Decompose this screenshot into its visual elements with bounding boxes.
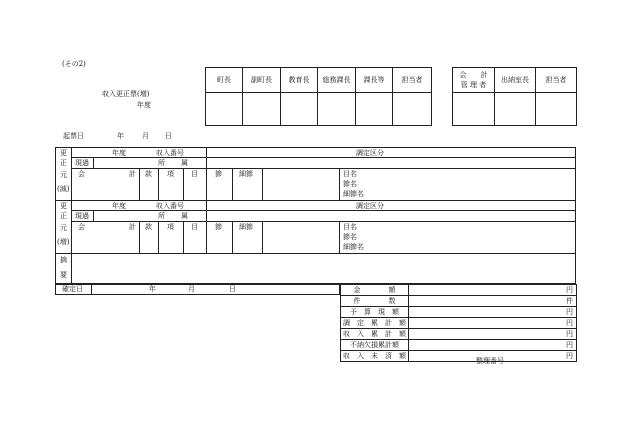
tekiyo-char-1: 摘 [60, 256, 67, 264]
shunyu-misai-label: 収 入 未 済 額 [341, 351, 409, 362]
sho-label-1: 所 [158, 159, 165, 167]
side-moto-1: 元 [60, 171, 67, 179]
kihyo-month: 月 [142, 132, 149, 140]
side-sei-2: 正 [60, 212, 67, 220]
setsumei-label-2: 節名 [343, 233, 357, 241]
unit-yen: 円 [566, 341, 573, 349]
amounts-table [340, 284, 577, 362]
approval-header-fukuchocho: 副町長 [243, 68, 281, 93]
setsu-label-1: 節 [215, 170, 222, 178]
approval-stamp-cell[interactable] [453, 93, 495, 126]
nendo-label-1: 年度 [112, 149, 126, 157]
chotei-ruikei-label: 調 定 累 計 額 [341, 318, 409, 329]
amount-label: 金 額 [341, 285, 409, 296]
approval-header-kaikei-kanrisha [453, 68, 495, 93]
kaikei-line2: 管 理 者 [460, 81, 487, 89]
kihyo-label: 起票日 [63, 132, 84, 140]
kou-label-2: 項 [167, 223, 174, 231]
side-sei-1: 正 [60, 159, 67, 167]
sono-label: (その2) [62, 60, 86, 68]
kou-label-1: 項 [167, 170, 174, 178]
saisetsumei-label-1: 細節名 [343, 190, 364, 198]
setsu-label-2: 節 [215, 223, 222, 231]
side-zou: (増) [57, 238, 70, 246]
unit-yen: 円 [566, 308, 573, 316]
fiscal-year-label: 年度 [137, 101, 151, 109]
approval-stamp-cell[interactable] [356, 93, 393, 126]
count-value-cell[interactable] [409, 296, 577, 307]
approval-header-tantosha: 担当者 [393, 68, 432, 93]
approval-stamp-cell[interactable] [206, 93, 243, 126]
kihyo-year: 年 [117, 132, 124, 140]
side-kou-1: 更 [60, 149, 67, 157]
unit-yen: 円 [566, 319, 573, 327]
kihyo-day: 日 [165, 132, 172, 140]
seiri-bango-label: 整理番号 [476, 357, 504, 365]
approval-header-somukacho: 総務課長 [318, 68, 356, 93]
yosan-genkaku-label: 予 算 現 額 [341, 307, 409, 318]
kai-label-1: 会 [78, 170, 85, 178]
zoku-label-1: 属 [181, 159, 188, 167]
kaikei-line1: 会 計 [459, 71, 488, 79]
kakutei-label: 確定日 [62, 285, 83, 293]
approval-header-suitoushitsucho: 出納室長 [495, 68, 536, 93]
chotei-ruikei-cell[interactable] [409, 318, 577, 329]
side-kou-2: 更 [60, 202, 67, 210]
moku-label-1: 目 [191, 170, 198, 178]
mokumei-label-2: 目名 [343, 223, 357, 231]
sho-label-2: 所 [158, 212, 165, 220]
kei-label-2: 計 [129, 223, 136, 231]
approval-stamp-cell[interactable] [495, 93, 536, 126]
amount-value-cell[interactable] [409, 285, 577, 296]
moku-label-2: 目 [191, 223, 198, 231]
approval-stamp-cell[interactable] [318, 93, 356, 126]
side-moto-2: 元 [60, 224, 67, 232]
approval-table-left [205, 67, 432, 126]
funou-kesson-cell[interactable] [409, 340, 577, 351]
zoku-label-2: 属 [181, 212, 188, 220]
side-gen: (減) [57, 185, 70, 193]
count-label: 件 数 [341, 296, 409, 307]
approval-stamp-cell[interactable] [243, 93, 281, 126]
approval-table-right [452, 67, 577, 126]
unit-yen: 円 [566, 330, 573, 338]
tekiyo-field[interactable] [72, 254, 575, 283]
unit-yen: 円 [566, 286, 573, 294]
approval-header-tantosha-right: 担当者 [536, 68, 577, 93]
unit-ken: 件 [566, 297, 573, 305]
chotei-kubun-label-2: 調定区分 [356, 202, 384, 210]
tekiyo-char-2: 要 [60, 271, 67, 279]
genka-label-1: 現過 [75, 159, 89, 167]
mokumei-label-1: 目名 [343, 170, 357, 178]
document-title: 収入更正票(増) [102, 90, 150, 98]
shunyu-ruikei-cell[interactable] [409, 329, 577, 340]
approval-header-kachoto: 課長等 [356, 68, 393, 93]
saisetsu-label-1: 細節 [239, 170, 253, 178]
genka-label-2: 現過 [75, 212, 89, 220]
kakutei-month: 月 [188, 285, 195, 293]
kei-label-1: 計 [129, 170, 136, 178]
approval-header-kyoikucho: 教育長 [281, 68, 318, 93]
nendo-label-2: 年度 [112, 202, 126, 210]
unit-yen: 円 [566, 352, 573, 360]
saisetsu-label-2: 細節 [239, 223, 253, 231]
kakutei-year: 年 [149, 285, 156, 293]
shunyu-ruikei-label: 収 入 累 計 額 [341, 329, 409, 340]
saisetsumei-label-2: 細節名 [343, 243, 364, 251]
approval-stamp-cell[interactable] [393, 93, 432, 126]
funou-kesson-label: 不納欠損累計額 [341, 340, 409, 351]
yosan-genkaku-cell[interactable] [409, 307, 577, 318]
chotei-kubun-label-1: 調定区分 [356, 149, 384, 157]
kan-label-1: 款 [145, 170, 152, 178]
shunyu-bango-label-1: 収入番号 [156, 149, 184, 157]
kai-label-2: 会 [78, 223, 85, 231]
kan-label-2: 款 [145, 223, 152, 231]
approval-header-chocho: 町長 [206, 68, 243, 93]
approval-stamp-cell[interactable] [281, 93, 318, 126]
kakutei-row [55, 284, 340, 295]
shunyu-bango-label-2: 収入番号 [156, 202, 184, 210]
kakutei-day: 日 [229, 285, 236, 293]
setsumei-label-1: 節名 [343, 180, 357, 188]
approval-stamp-cell[interactable] [536, 93, 577, 126]
